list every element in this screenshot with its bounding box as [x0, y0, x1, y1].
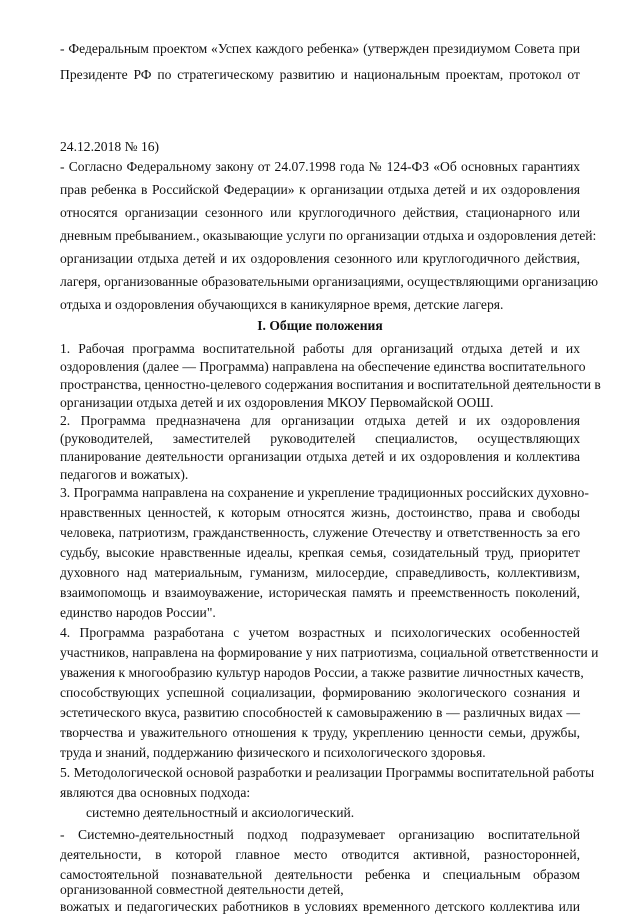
text-line: дневным пребыванием., оказывающие услуги по организации отдыха и оздоровления детей: [60, 228, 597, 243]
text-line: педагогов и вожатых). [60, 467, 189, 482]
text-line: взаимопомощь и взаимоуважение, историческая память и преемственность поколений, [60, 585, 580, 600]
text-line: планирование деятельности организации отдыха детей и их оздоровления и коллектива [60, 449, 580, 464]
text-line: единство народов России". [60, 605, 216, 620]
text-line: эстетического вкуса, развитию способностей к самовыражению в — различных видах — [60, 705, 580, 720]
text-line: судьбу, высокие нравственные идеалы, крепкая семья, созидательный труд, приоритет [60, 545, 580, 560]
text-line: отдыха и оздоровления обучающихся в каникулярное время, детские лагеря. [60, 297, 504, 312]
text-line: нравственных ценностей, к которым относятся жизнь, достоинство, права и свободы [60, 505, 580, 520]
text-line: (руководителей, заместителей руководителей специалистов, осуществляющих [60, 431, 580, 446]
text-line: - Системно-деятельностный подход подразумевает организацию воспитательной [60, 827, 580, 842]
text-line: - Федеральным проектом «Успех каждого ребенка» (утвержден президиумом Совета при [60, 41, 580, 56]
text-line: прав ребенка в Российской Федерации» к организации отдыха детей и их оздоровления [60, 182, 580, 197]
text-line: Президенте РФ по стратегическому развитию и национальным проектам, протокол от [60, 67, 580, 82]
text-line: являются два основных подхода: [60, 785, 251, 800]
text-line: - Согласно Федеральному закону от 24.07.1998 года № 124-ФЗ «Об основных гарантиях [60, 159, 580, 174]
text-line: пространства, ценностно-целевого содержания воспитания и воспитательной деятельности в [60, 377, 601, 392]
text-line: 1. Рабочая программа воспитательной работы для организаций отдыха детей и их [60, 341, 580, 356]
text-line: человека, патриотизм, гражданственность, служение Отечеству и ответственность за его [60, 525, 580, 540]
text-line: вожатых и педагогических работников в условиях временного детского коллектива или [60, 899, 580, 914]
text-line: 2. Программа предназначена для организации отдыха детей и их оздоровления [60, 413, 580, 428]
section-heading: I. Общие положения [257, 318, 383, 333]
text-line: лагеря, организованные образовательными организациями, осуществляющими организацию [60, 274, 599, 289]
text-line: организации отдыха детей и их оздоровления сезонного или круглогодичного действия, [60, 251, 580, 266]
text-line: системно деятельностный и аксиологический. [86, 805, 355, 820]
text-line: труда и знаний, поддержанию физического и психологического здоровья. [60, 745, 486, 760]
text-line: уважения к многообразию культур народов России, а также развитие личностных качеств, [60, 665, 584, 680]
text-line: 4. Программа разработана с учетом возрастных и психологических особенностей [60, 625, 580, 640]
text-line: организованной совместной деятельности детей, [60, 882, 344, 897]
text-line: духовного над материальным, гуманизм, милосердие, справедливость, коллективизм, [60, 565, 580, 580]
text-line: оздоровления (далее — Программа) направлена на обеспечение единства воспитательного [60, 359, 586, 374]
text-line: участников, направлена на формирование у них патриотизма, социальной ответственности и [60, 645, 599, 660]
text-line: 24.12.2018 № 16) [60, 139, 160, 154]
text-line: относятся организации сезонного или круглогодичного действия, стационарного или [60, 205, 580, 220]
text-line: 3. Программа направлена на сохранение и укрепление традиционных российских духовно- [60, 485, 589, 500]
text-line: самостоятельной познавательной деятельности ребенка и специальным образом [60, 867, 580, 882]
text-line: деятельности, в которой главное место отводится активной, разносторонней, [60, 847, 580, 862]
text-line: 5. Методологической основой разработки и реализации Программы воспитательной работы [60, 765, 595, 780]
text-line: организации отдыха детей и их оздоровления МКОУ Первомайской ООШ. [60, 395, 494, 410]
text-line: способствующих успешной социализации, формированию экологического сознания и [60, 685, 580, 700]
text-line: творчества и уважительного отношения к труду, укреплению ценности семьи, дружбы, [60, 725, 580, 740]
